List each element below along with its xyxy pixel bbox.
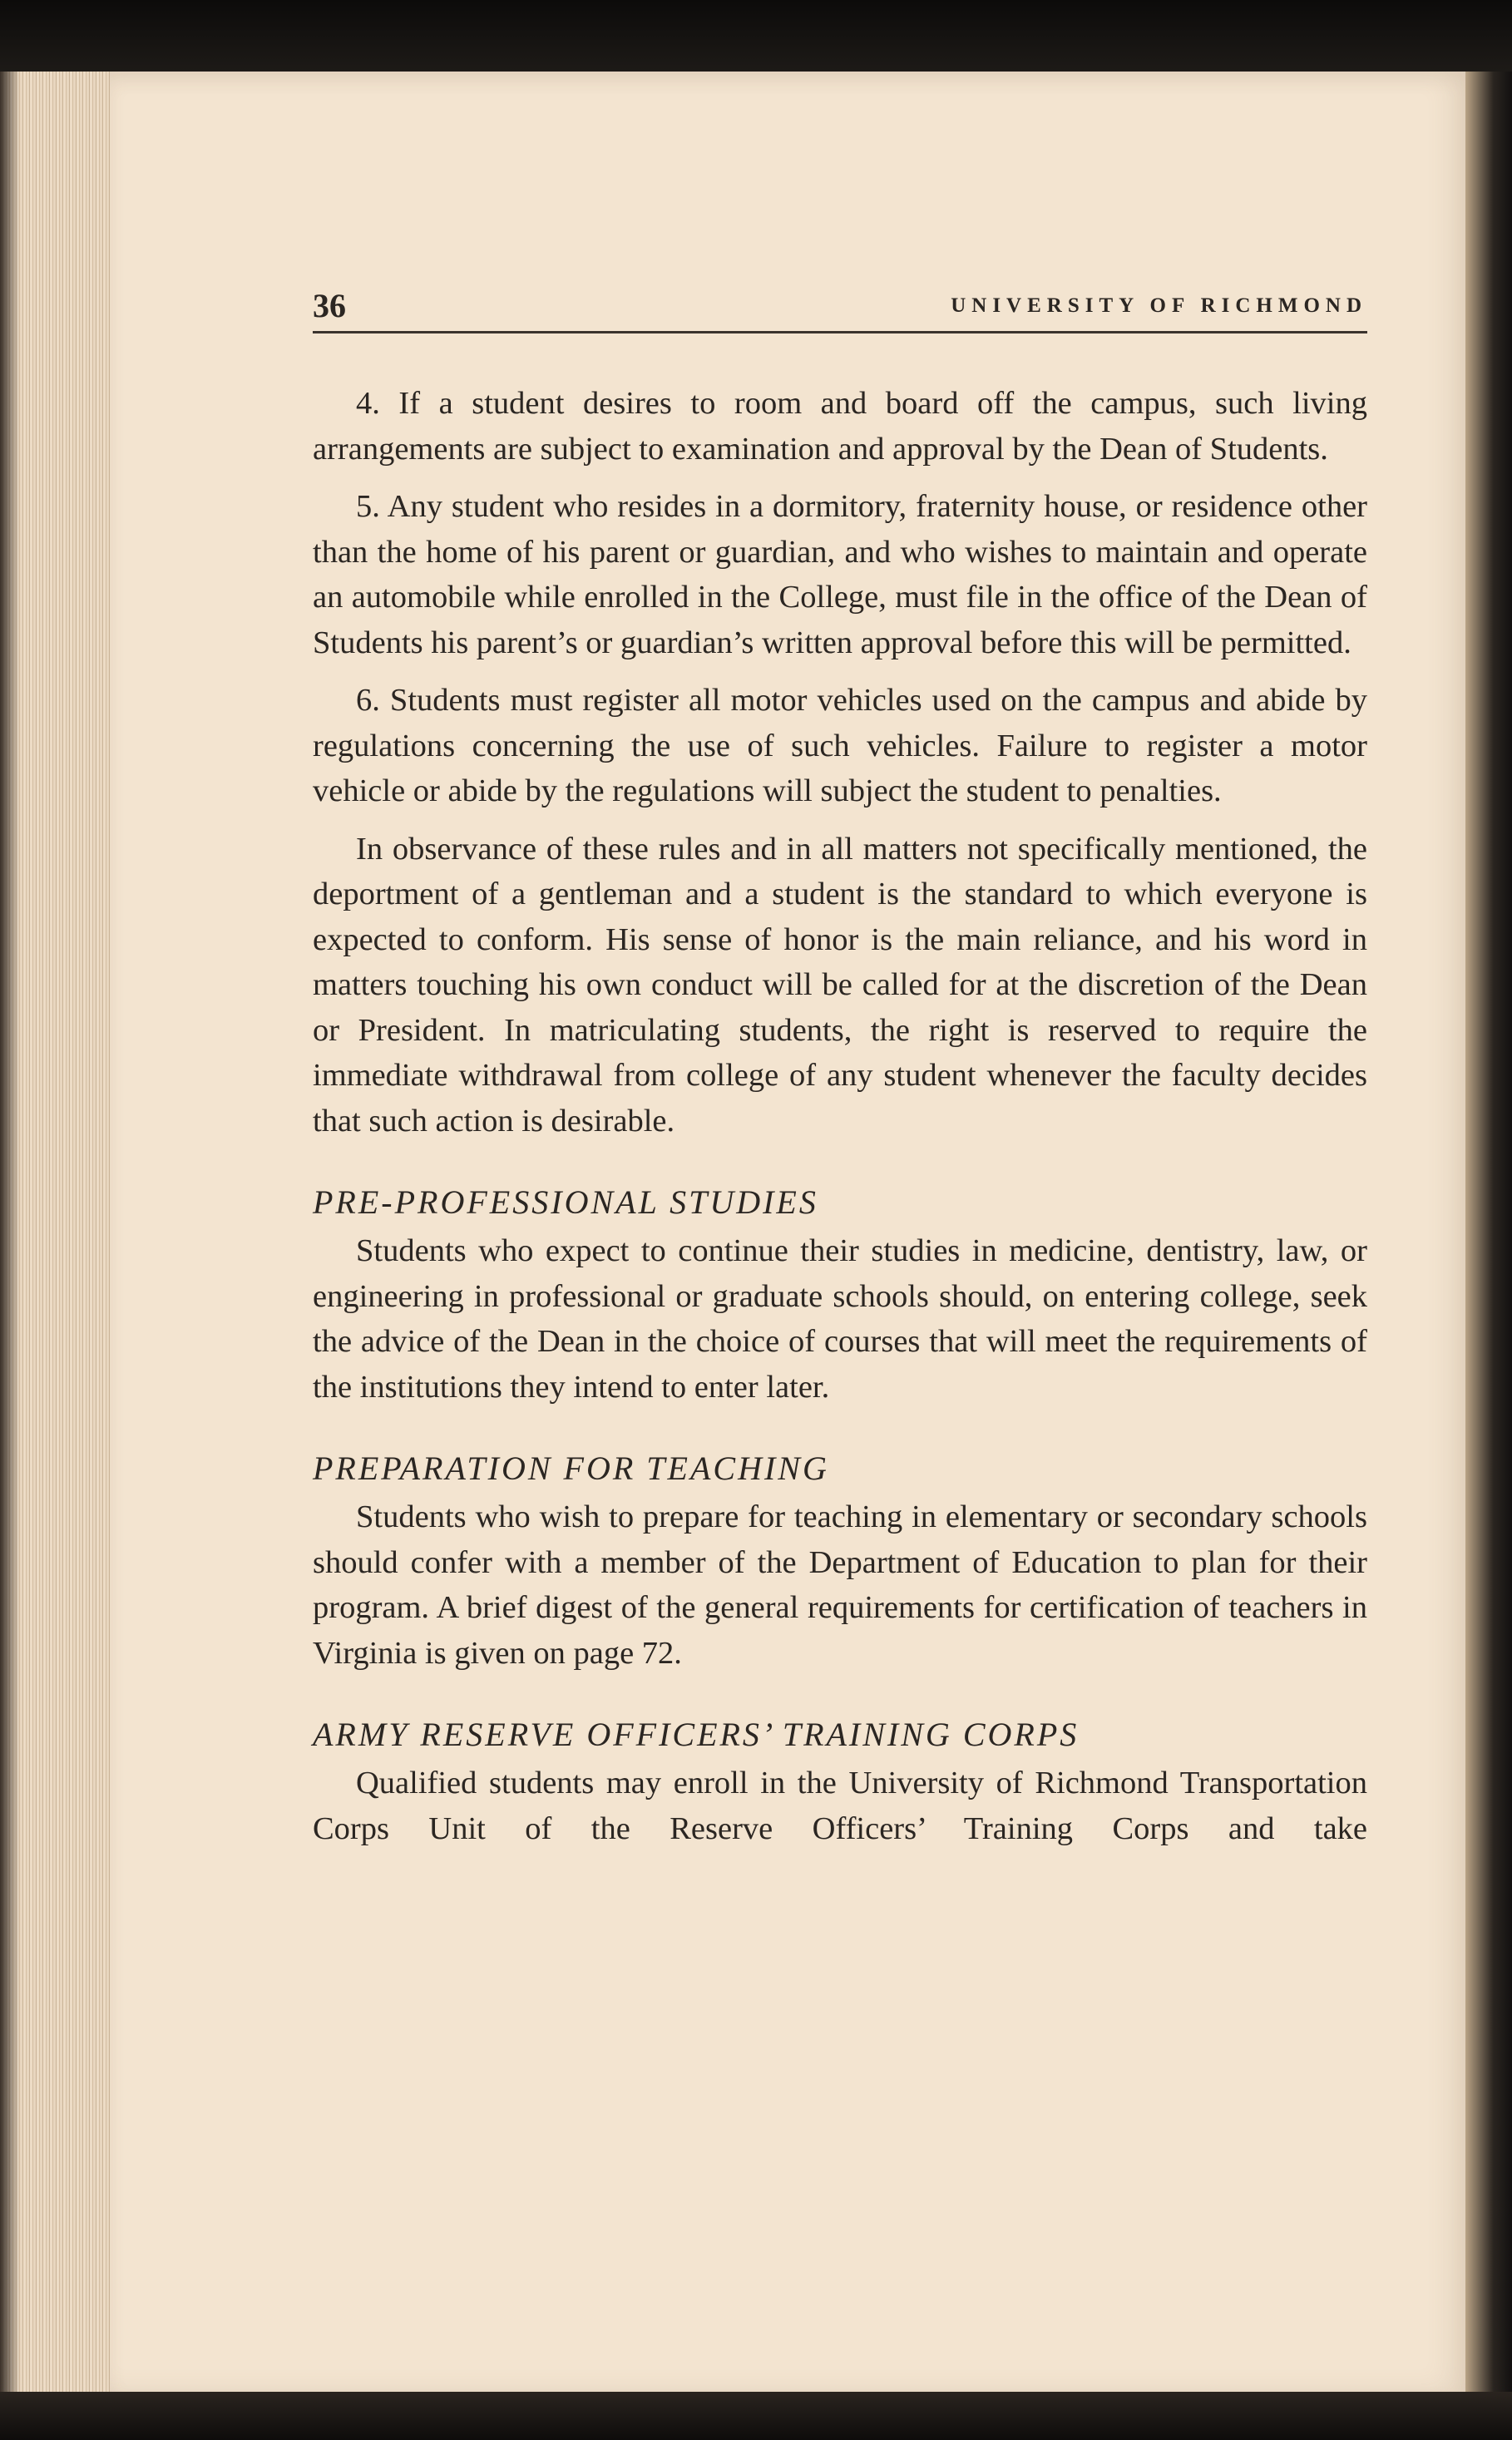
running-header bbox=[313, 281, 1367, 333]
paragraph-army-rotc: Qualified students may enroll in the University of Richmond Transportation Corps Unit of the Reserve Officers’ Training Corps and take bbox=[313, 1766, 1367, 1846]
paragraph-preparation-for-teaching: Students who wish to prepare for teaching in elementary or secondary schools should confer with a member of the Department of Education to plan for their program. A brief digest of the general requirements for certification of teachers in Virginia is given on page 72. bbox=[313, 1499, 1367, 1671]
scan-right-border bbox=[1465, 72, 1512, 2392]
scan-bottom-border bbox=[0, 2392, 1512, 2440]
paragraph-rule-6: 6. Students must register all motor vehicles used on the campus and abide by regulations concerning the use of such vehicles. Failure to register a motor vehicle or abide by the regulations will subject the student to penalties. bbox=[313, 683, 1367, 808]
paragraph-rule-5: 5. Any student who resides in a dormitory, fraternity house, or residence other than the home of his parent or guardian, and who wishes to maintain and operate an automobile while enrolled in the College, must file in the office of the Dean of Students his parent’s or guardian’s written approval before this will be permitted. bbox=[313, 489, 1367, 660]
paragraph-conduct: In observance of these rules and in all matters not specifically mentioned, the deportment of a gentleman and a student is the standard to which everyone is expected to conform. His sense of honor is the main reliance, and his word in matters touching his own conduct will be called for at the discretion of the Dean or President. In matriculating students, the right is reserved to require the immediate withdrawal from college of any student whenever the faculty decides that such action is desirable. bbox=[313, 831, 1367, 1139]
heading-pre-professional-studies: PRE-PROFESSIONAL STUDIES bbox=[313, 1183, 818, 1221]
running-title: UNIVERSITY OF RICHMOND bbox=[951, 294, 1367, 317]
paragraph-pre-professional-studies: Students who expect to continue their studies in medicine, dentistry, law, or engineering in professional or graduate schools should, on entering college, seek the advice of the Dean in the choice of courses that will meet the requirements of the institutions they intend to enter later. bbox=[313, 1233, 1367, 1405]
book-page bbox=[110, 72, 1465, 2392]
heading-army-rotc: ARMY RESERVE OFFICERS’ TRAINING CORPS bbox=[313, 1716, 1080, 1753]
paragraph-rule-4: 4. If a student desires to room and board off the campus, such living arrangements are subject to examination and approval by the Dean of Students. bbox=[313, 386, 1367, 467]
page-edge-shadow bbox=[0, 72, 20, 2392]
scan-top-border bbox=[0, 0, 1512, 72]
page-number: 36 bbox=[313, 287, 346, 324]
page-body bbox=[313, 381, 1367, 1851]
heading-preparation-for-teaching: PREPARATION FOR TEACHING bbox=[313, 1450, 829, 1487]
